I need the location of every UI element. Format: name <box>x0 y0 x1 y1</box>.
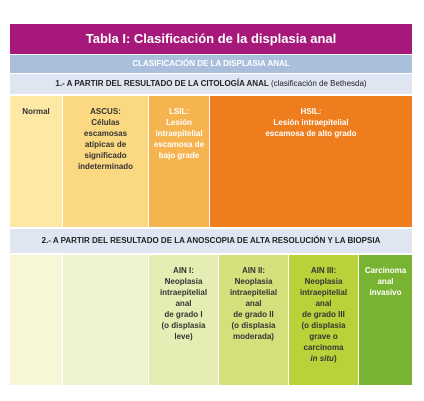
cell-text-line: intraepitelial <box>229 288 278 297</box>
cell-ain-3 <box>289 255 358 385</box>
cell-text-line: in situ) <box>310 354 337 363</box>
cell-empty-2 <box>63 255 148 385</box>
classification-table <box>10 24 412 385</box>
cell-empty-1 <box>10 255 62 385</box>
cell-text-line: anal <box>377 277 394 286</box>
cell-text-line: (o displasia <box>301 321 346 330</box>
cell-text-line: anal <box>315 299 332 308</box>
section1-header-prefix: 1.- A PARTIR DEL RESULTADO DE LA CITOLOGÍA ANAL <box>55 79 269 88</box>
cell-text-line: moderada) <box>233 332 274 341</box>
cell-text-line: intraepitelial <box>159 288 208 297</box>
cell-text-line: de grado I <box>164 310 203 319</box>
cell-text-line: Lesión intraepitelial <box>273 118 349 127</box>
cell-text-line: escamosa de alto grado <box>265 129 357 138</box>
cell-text-line: intraepitelial <box>299 288 348 297</box>
cell-normal <box>10 96 62 227</box>
cell-text-line: grave o <box>309 332 338 341</box>
cell-text-line: Lesión <box>166 118 192 127</box>
cell-text-line: anal <box>175 299 192 308</box>
cell-text-line: (o displasia <box>231 321 276 330</box>
cell-text-line: AIN II: <box>241 266 266 275</box>
cell-text-line: indeterminado <box>77 162 134 171</box>
cell-text-line: Neoplasia <box>234 277 273 286</box>
section1-header-suffix: (clasificación de Bethesda) <box>268 79 367 88</box>
cell-text-line: (o displasia <box>161 321 206 330</box>
cell-text-line: Carcinoma <box>364 266 407 275</box>
cell-text-line: invasivo <box>369 288 402 297</box>
cell-text-line: leve) <box>174 332 193 341</box>
cell-text-line: de grado II <box>233 310 274 319</box>
cell-text-line: Neoplasia <box>164 277 203 286</box>
section1-header <box>10 74 412 94</box>
cell-text-italic: in situ <box>310 354 334 363</box>
cell-text-line: bajo grade <box>158 151 200 160</box>
cell-text-line: atípicas de <box>84 140 127 149</box>
cell-text-line: escamosas <box>83 129 128 138</box>
cell-hsil <box>210 96 412 227</box>
cell-ascus <box>63 96 148 227</box>
cell-text-line: escamosa de <box>153 140 205 149</box>
cell-text-line: carcinoma <box>303 343 344 352</box>
cell-text-line: AIN III: <box>310 266 337 275</box>
cell-text-line: ASCUS: <box>90 107 121 116</box>
cell-text-line: HSIL: <box>300 107 322 116</box>
cell-text-line: Neoplasia <box>304 277 343 286</box>
cell-carcinoma <box>359 255 412 385</box>
cell-ain-1 <box>149 255 218 385</box>
cell-text-line: de grado III <box>302 310 345 319</box>
cell-text-line: Normal <box>22 107 50 116</box>
cell-text-line: AIN I: <box>173 266 194 275</box>
cell-text-line: Células <box>91 118 120 127</box>
cell-text-line: intraepitelial <box>155 129 203 138</box>
table-title: Tabla I: Clasificación de la displasia anal <box>10 24 412 54</box>
cell-lsil <box>149 96 209 227</box>
cell-text-line: significado <box>84 151 127 160</box>
cell-text-line: LSIL: <box>169 107 189 116</box>
cell-text-line: anal <box>245 299 262 308</box>
main-header: CLASIFICACIÓN DE LA DISPLASIA ANAL <box>10 55 412 73</box>
section2-header: 2.- A PARTIR DEL RESULTADO DE LA ANOSCOPIA DE ALTA RESOLUCIÓN Y LA BIOPSIA <box>10 229 412 253</box>
cell-ain-2 <box>219 255 288 385</box>
